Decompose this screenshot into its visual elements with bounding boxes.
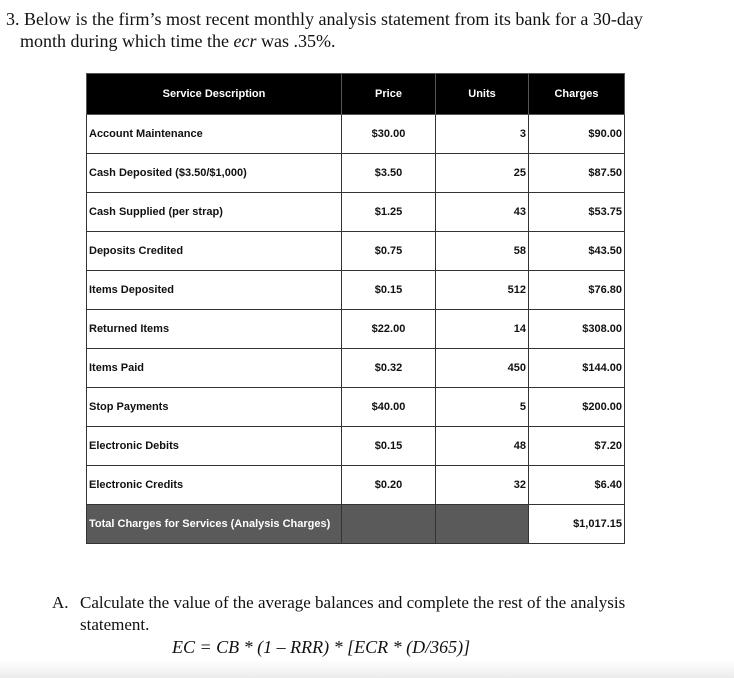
- table-row: [87, 427, 625, 466]
- price: $0.15: [342, 271, 436, 310]
- units: 32: [436, 466, 529, 505]
- charges: $144.00: [529, 349, 625, 388]
- charges: $90.00: [529, 115, 625, 154]
- table-row: [87, 115, 625, 154]
- price: $0.32: [342, 349, 436, 388]
- ecr-term: ecr: [233, 31, 257, 51]
- part-a-line-1: Calculate the value of the average balances and complete the rest of the analysis: [80, 593, 626, 612]
- table-row: [87, 232, 625, 271]
- service-description: Returned Items: [87, 310, 342, 349]
- charges: $87.50: [529, 154, 625, 193]
- part-a-line-2: statement.: [80, 615, 150, 634]
- table-row: [87, 310, 625, 349]
- table-row: [87, 466, 625, 505]
- price: $0.20: [342, 466, 436, 505]
- units: 58: [436, 232, 529, 271]
- question-line-2: [6, 30, 726, 52]
- charges: $53.75: [529, 193, 625, 232]
- table-header-row: [87, 74, 625, 115]
- units: 512: [436, 271, 529, 310]
- service-description: Deposits Credited: [87, 232, 342, 271]
- total-description: Total Charges for Services (Analysis Charges): [87, 505, 342, 544]
- charges: $7.20: [529, 427, 625, 466]
- service-description: Items Deposited: [87, 271, 342, 310]
- charges: $43.50: [529, 232, 625, 271]
- table-row: [87, 193, 625, 232]
- units: 25: [436, 154, 529, 193]
- table-row: [87, 271, 625, 310]
- charges: $200.00: [529, 388, 625, 427]
- units: 14: [436, 310, 529, 349]
- total-empty-units-cell: [436, 505, 529, 544]
- price: $40.00: [342, 388, 436, 427]
- service-description: Electronic Debits: [87, 427, 342, 466]
- price: $30.00: [342, 115, 436, 154]
- analysis-statement-table: [86, 73, 625, 544]
- units: 3: [436, 115, 529, 154]
- table-row: [87, 349, 625, 388]
- price: $0.15: [342, 427, 436, 466]
- charges: $6.40: [529, 466, 625, 505]
- price: $22.00: [342, 310, 436, 349]
- header-price: Price: [342, 74, 436, 115]
- charges: $76.80: [529, 271, 625, 310]
- part-a-label: A.: [52, 593, 69, 612]
- units: 43: [436, 193, 529, 232]
- question-line-2-start: month during which time the: [20, 31, 234, 51]
- service-description: Cash Deposited ($3.50/$1,000): [87, 154, 342, 193]
- service-description: Items Paid: [87, 349, 342, 388]
- page-bottom-shade: [0, 660, 734, 678]
- header-service-description: Service Description: [87, 74, 342, 115]
- charges: $308.00: [529, 310, 625, 349]
- table-row: [87, 154, 625, 193]
- price: $3.50: [342, 154, 436, 193]
- earnings-credit-formula: EC = CB * (1 – RRR) * [ECR * (D/365)]: [172, 637, 471, 657]
- table-row: [87, 388, 625, 427]
- question-line-2-end: was .35%.: [256, 31, 336, 51]
- service-description: Stop Payments: [87, 388, 342, 427]
- service-description: Cash Supplied (per strap): [87, 193, 342, 232]
- units: 5: [436, 388, 529, 427]
- service-description: Electronic Credits: [87, 466, 342, 505]
- question-line-1: 3. Below is the firm’s most recent monthly analysis statement from its bank for a 30-day: [6, 9, 643, 29]
- question-text: [6, 8, 726, 52]
- header-units: Units: [436, 74, 529, 115]
- total-row: [87, 505, 625, 544]
- total-empty-price-cell: [342, 505, 436, 544]
- part-a-question: [52, 592, 722, 636]
- units: 450: [436, 349, 529, 388]
- total-charges: $1,017.15: [529, 505, 625, 544]
- price: $0.75: [342, 232, 436, 271]
- price: $1.25: [342, 193, 436, 232]
- service-description: Account Maintenance: [87, 115, 342, 154]
- header-charges: Charges: [529, 74, 625, 115]
- units: 48: [436, 427, 529, 466]
